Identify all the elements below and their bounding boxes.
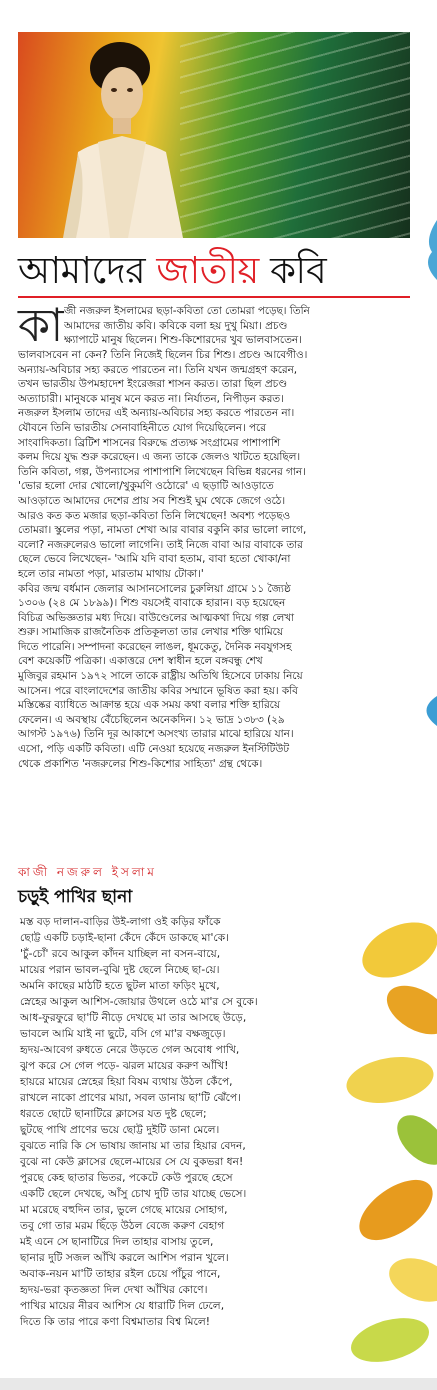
poet-name: কাজী নজরুল ইসলাম <box>18 865 157 879</box>
text-line: ভালবাসবেন না কেন? তিনি নিজেই ছিলেন চির শিশু। প্রচণ্ড আবেগীও। <box>18 349 308 361</box>
text-line: অত্যাচারী। মানুষকে মানুষ মনে করত না। নির্যাতন, নিপীড়ন করত। <box>18 392 284 405</box>
poem-line: ছানার দুটি সজল আঁখি করলে আশিস পরান খুলে। <box>20 1252 229 1264</box>
blue-splash-decoration <box>420 220 437 280</box>
poem-line: হায়রে মায়ের স্নেহের হিয়া বিষম ব্যথায় উঠল কেঁপে, <box>20 1076 233 1088</box>
text-line: বেশ কয়েকটি পত্রিকা। একাত্তরে দেশ স্বাধীন হলে বঙ্গবন্ধু শেখ <box>18 655 263 668</box>
poem-line: বুঝে না কেউ ক্লাসের ছেলে-মায়ের সে যে বুকভরা ধন! <box>20 1156 244 1168</box>
text-line: আসেন। পরে বাংলাদেশের জাতীয় কবির সম্মানে ভূষিত করা হয়। কবি <box>18 684 298 697</box>
poem-line: ছুটছে পাখি প্রাণের ভয়ে ছোট্ট দুইটি ডানা মেলে। <box>20 1124 220 1136</box>
page-bottom-strip <box>0 1378 437 1390</box>
text-line: যৌবনে তিনি ভারতীয় সেনাবাহিনীতে যোগ দিয়েছিলেন। পরে <box>18 421 266 434</box>
poem-title: চড়ুই পাখির ছানা <box>18 887 133 907</box>
text-line: নজরুল ইসলাম তাদের এই অন্যায়-অবিচার সহ্য করতে পারতেন না। <box>18 407 295 420</box>
text-line: শুরু। সামাজিক রাজনৈতিক প্রতিকূলতা তার লেখার শক্তি থামিয়ে <box>18 626 283 639</box>
text-line: ছেলে ভেবে লিখেছেন- 'আমি যদি বাবা হতাম, বাবা হতো খোকা/না <box>18 553 291 566</box>
text-line: সাংবাদিকতা। ব্রিটিশ শাসনের বিরুদ্ধে প্রত্যক্ষ সংগ্রামের পাশাপাশি <box>18 436 281 449</box>
poem-line: দিতে কি তার পারে কণা বিশ্বমাতার বিশ্ব মিলে! <box>20 1316 210 1328</box>
poem-line: ধরতে ছোটে ছানাটিরে ক্লাসের যত দুষ্ট ছেলে; <box>20 1108 207 1120</box>
poster-image <box>18 32 410 238</box>
poem-body <box>20 914 360 1330</box>
text-line: অন্যায়-অবিচার সহ্য করতে পারতেন না। তিনি যখন জন্মগ্রহণ করেন, <box>18 363 298 376</box>
text-line: বলো? নজরুলেরও ভালো লাগেনি। তাই নিজে বাবা আর বাবাকে তার <box>18 538 303 551</box>
poem-line: 'চুঁ-চোঁ' রবে আকুল কাঁদন যাচ্ছিল না বসন-বায়ে, <box>20 948 221 960</box>
title-word-2: জাতীয় <box>156 249 259 292</box>
poem-line: মই এনে সে ছানাটিরে দিল তাহার বাসায় তুলে, <box>20 1236 214 1248</box>
text-line: দিতে পারেনি। সম্পাদনা করেছেন লাঙল, ধূমকেতু, দৈনিক নবযুগসহ <box>18 640 292 653</box>
poem-line: পাখির মায়ের নীরব আশিস যে ধারাটি দিল ঢেলে, <box>20 1300 225 1312</box>
text-line: আগস্ট ১৯৭৬) তিনি দূর আকাশে অসংখ্য তারার মাঝে হারিয়ে যান। <box>18 728 294 741</box>
text-line: মস্তিষ্কের ব্যাধিতে আক্রান্ত হয়ে এক সময় কথা বলার শক্তি হারিয়ে <box>18 699 280 712</box>
text-line: এসো, পড়ি একটি কবিতা। এটি নেওয়া হয়েছে নজরুল ইনস্টিটিউট <box>18 743 290 756</box>
body-paragraph <box>18 348 413 771</box>
poet-portrait <box>58 32 193 238</box>
manuscript-texture <box>180 32 410 238</box>
poem-line: তবু গো তার মরম ছিঁড়ে উঠল বেজে করুণ বেহাগ <box>20 1220 225 1232</box>
poem-line: অমনি কাছের মাঠটি হতে ছুটল মাতা ফড়িং মুখে, <box>20 980 220 992</box>
text-line: তখন ভারতীয় উপমহাদেশ ইংরেজরা শাসন করত। তারা ছিল প্রচণ্ড <box>18 378 288 391</box>
text-line: মুজিবুর রহমান ১৯৭২ সালে তাকে রাষ্ট্রীয় অতিথি হিসেবে ঢাকায় নিয়ে <box>18 670 303 683</box>
poem-line: মা মরেছে বহুদিন তার, ভুলে গেছে মায়ের সোহাগ, <box>20 1204 228 1216</box>
title-word-3: কবি <box>270 249 327 292</box>
text-line: আওড়াতে আমাদের দেশের প্রায় সব শিশুই ঘুম থেকে জেগে ওঠে। <box>18 494 286 507</box>
poem-line: অবাক-নয়ন মা'টি তাহার রইল চেয়ে পাঁচুর পানে, <box>20 1268 221 1280</box>
blue-splash-decoration <box>412 690 437 730</box>
poem-line: বুঝতে নারি কি সে ভাষায় জানায় মা তার হিয়ার বেদন, <box>20 1140 246 1152</box>
poem-line: স্নেহের আকুল আশিস-জোয়ার উথলে ওঠে মা'র সে বুকে। <box>20 996 258 1008</box>
poem-line: ভাবলে আমি যাই না ছুটে, বসি গে মা'র বক্ষজুড়ে। <box>20 1028 226 1040</box>
poem-line: একটি ছেলে দেখছে, আঁসু চোখ দুটি তার যাচ্ছে ভেসে। <box>20 1188 247 1200</box>
text-line: হলে তার নামতা পড়া, মারতাম মাথায় টোকা।' <box>18 567 204 580</box>
poem-line: হৃদয়-আবেগ রুধতে নেরে উড়তে গেল অবোধ পাখি, <box>20 1044 240 1056</box>
poem-line: ঝুপ করে সে গেল পড়ে- ঝরল মায়ের করুণ আঁখি! <box>20 1060 229 1072</box>
lead-paragraph <box>64 304 413 348</box>
poem-line: ছোট্ট একটি চড়াই-ছানা কেঁদে কেঁদে ডাকছে মা'কে। <box>20 932 229 944</box>
poem-line: মস্ত বড় দালান-বাড়ির উই-লাগা ওই কড়ির ফাঁকে <box>20 916 221 928</box>
poem-line: হৃদয়-ভরা কৃতজ্ঞতা দিল দেখা আঁখির কোণে। <box>20 1284 208 1296</box>
poem-line: রাখলে নাকো প্রাণের মায়া, সবল ডানায় ছা'টি ঝেঁপে। <box>20 1092 241 1104</box>
text-line: আমাদের জাতীয় কবি। কবিকে বলা হয় দুখু মিয়া। প্রচণ্ড <box>64 319 288 332</box>
poem-line: মায়ের পরান ভাবল-বুঝি দুষ্ট ছেলে নিচ্ছে ছা-য়ে। <box>20 964 220 976</box>
text-line: জী নজরুল ইসলামের ছড়া-কবিতা তো তোমরা পড়েছ। তিনি <box>64 305 310 317</box>
text-line: আরও কত কত মজার ছড়া-কবিতা তিনি লিখেছেন! অবশ্য পড়েছও <box>18 509 291 522</box>
text-line: ক্ষ্যাপাটে মানুষ ছিলেন। শিশু-কিশোরদের খুব ভালবাসতেন। <box>64 334 302 347</box>
text-line: কবির জন্ম বর্ধমান জেলার আসানসোলের চুরুলিয়া গ্রামে ১১ জ্যৈষ্ঠ <box>18 582 291 595</box>
poem-line: পুরছে কেহ ছাতার ভিতর, পকেটে কেউ পুরছে হেসে <box>20 1172 233 1184</box>
text-line: কলম দিয়ে যুদ্ধ শুরু করেছেন। এ জন্য তাকে জেলও খাটতে হয়েছিল। <box>18 451 301 464</box>
text-line: ফেলেন। এ অবস্থায় বেঁচেছিলেন অনেকদিন। ১২ ভাদ্র ১৩৮৩ (২৯ <box>18 713 285 726</box>
title-underline <box>18 296 410 298</box>
text-line: তিনি কবিতা, গল্প, উপন্যাসের পাশাপাশি লিখেছেন বিভিন্ন ধরনের গান। <box>18 465 306 478</box>
text-line: ১৩০৬ (২৪ মে ১৮৯৯)। শিশু বয়সেই বাবাকে হারান। বড় হয়েছেন <box>18 597 286 610</box>
text-line: বিচিত্র অভিজ্ঞতার মধ্য দিয়ে। বাউণ্ডেলের আত্মকথা দিয়ে গল্প লেখা <box>18 611 295 624</box>
poem-line: আধ-ফুরফুরে ছা'টি নীড়ে দেখছে মা তার আসছে উড়ে, <box>20 1012 247 1024</box>
article-title <box>18 249 418 293</box>
text-line: তোমরা। স্কুলের পড়া, নামতা শেখা আর বাবার বকুনি কার ভালো লাগে, <box>18 524 307 537</box>
text-line: 'ভোর হলো দোর খোলো/খুকুমণি ওঠোরে' এ ছড়াটি আওড়াতে <box>18 480 274 493</box>
title-word-1: আমাদের <box>18 249 146 292</box>
drop-cap: কা <box>18 298 64 352</box>
text-line: থেকে প্রকাশিত 'নজরুলের শিশু-কিশোর সাহিত্য' গ্রন্থ থেকে। <box>18 757 263 770</box>
